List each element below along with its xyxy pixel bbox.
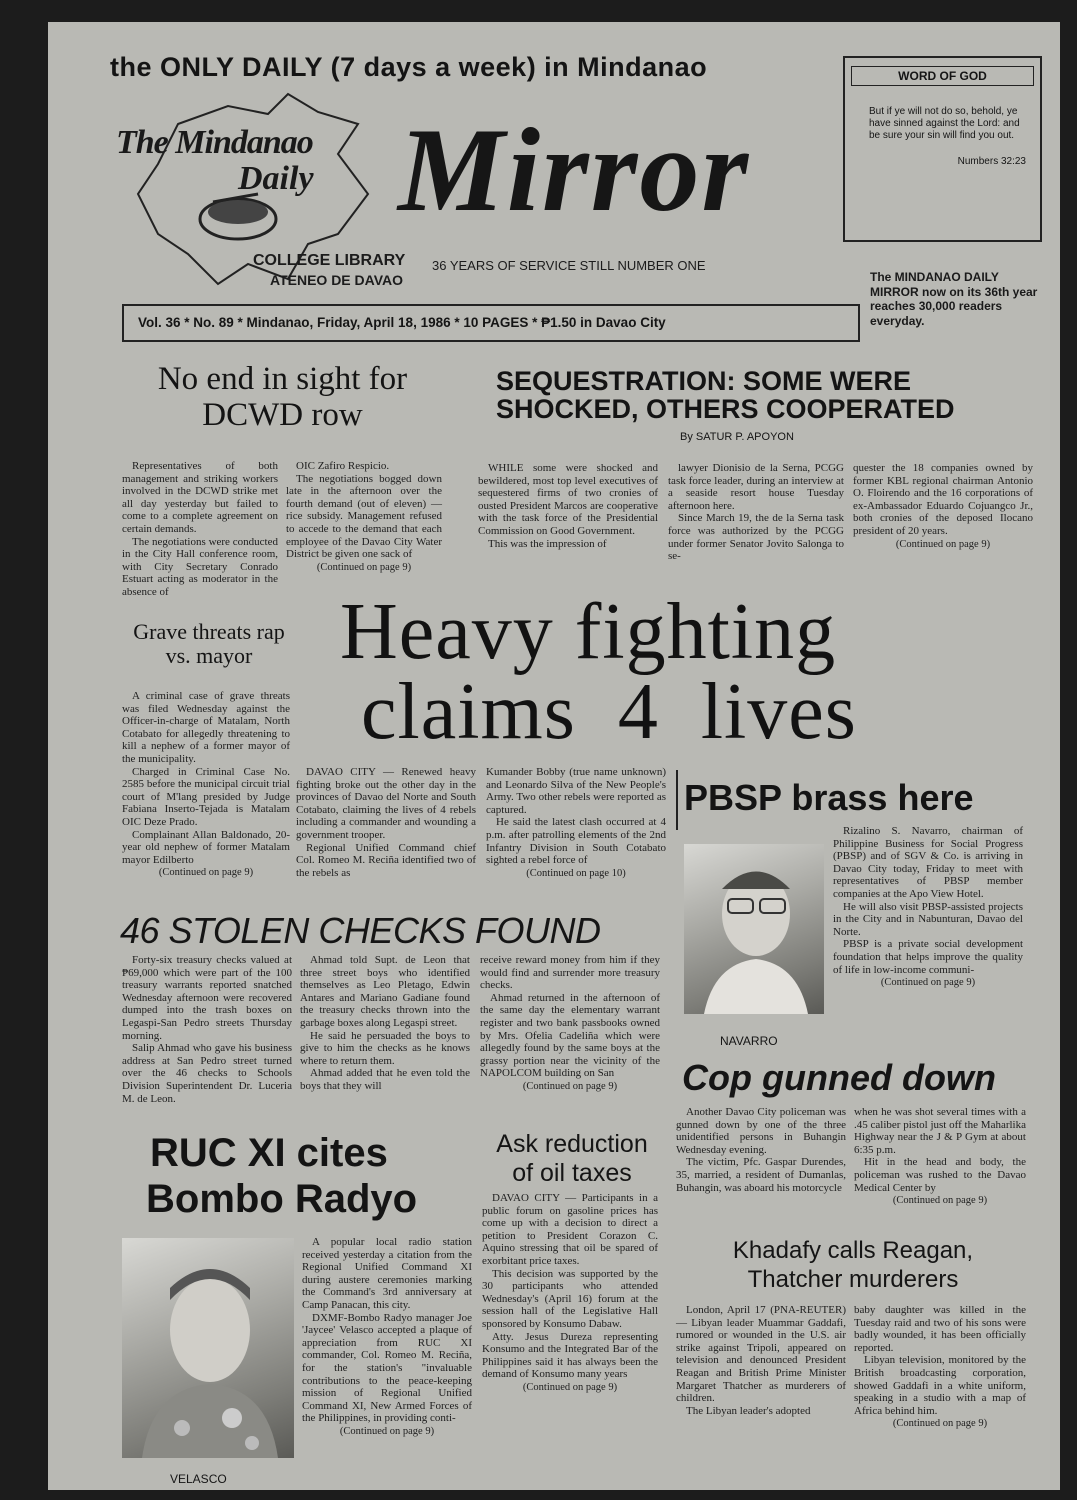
fighting-para-2: Regional Unified Command chief Col. Romeo M. Reciña identified two of the rebels as [296, 841, 476, 879]
oil-para-3: Atty. Jesus Dureza representing Konsumo and the Integrated Bar of the Philippines said it has always been the demand of Konsumo many years [482, 1330, 658, 1381]
checks-col-2 [300, 954, 470, 1093]
threats-headline: Grave threats rap vs. mayor [133, 619, 285, 668]
fighting-col-1 [296, 766, 476, 879]
khadafy-col-2 [854, 1304, 1026, 1431]
dcwd-para-1: Representatives of both management and striking workers involved in the DCWD strike met all day yesterday but failed to come to a complete agreement on certain demands. [122, 460, 278, 535]
pbsp-rule [676, 770, 678, 830]
ruc-text [302, 1236, 472, 1439]
sequestration-byline: By SATUR P. APOYON [680, 431, 794, 443]
khadafy-para-1: London, April 17 (PNA-REUTER) — Libyan leader Muammar Gaddafi, rumored or wounded in the U.S. air strike against Tripoli, appeared on television and denounced President Reagan and British Prime Minister Margaret Thatcher as murderers of children. [676, 1304, 846, 1405]
velasco-portrait [122, 1238, 294, 1458]
oil-headline-line-1: Ask reduction [496, 1130, 648, 1158]
issue-line: Vol. 36 * No. 89 * Mindanao, Friday, April 18, 1986 * 10 PAGES * ₱1.50 in Davao City [138, 315, 666, 330]
sequestration-para-3: lawyer Dionisio de la Serna, PCGG task force leader, during an interview at a seaside resort house Tuesday afternoon here. [668, 462, 844, 512]
sequestration-continued: (Continued on page 9) [895, 538, 991, 550]
cop-headline: Cop gunned down [682, 1057, 996, 1098]
dcwd-col-1 [122, 460, 278, 599]
oil-para-1: DAVAO CITY — Participants in a public forum on gasoline prices has come up with a decision to direct a petition to President Corazon C. Aquino stressing that oil be spared of exorbitant price taxes. [482, 1192, 658, 1267]
threats-continued: (Continued on page 9) [158, 867, 254, 879]
checks-para-4: He said he persuaded the boys to give to him the checks as he knows where to return them. [300, 1029, 470, 1067]
velasco-caption: VELASCO [170, 1472, 227, 1486]
dcwd-para-3: OIC Zafiro Respicio. [296, 460, 390, 472]
khadafy-headline-line-2: Thatcher murderers [747, 1266, 959, 1293]
dcwd-para-4: The negotiations bogged down late in the afternoon over the fourth demand (out of eleven) — rice subsidy. Management refused to accede to the demand that each employee of the Davao City Water District be given one sack of [286, 472, 442, 561]
checks-para-6: receive reward money from him if they would find and surrender more treasury checks. [480, 954, 660, 992]
checks-para-3: Ahmad told Supt. de Leon that three street boys who identified themselves as Leo Pletago, Edwin Antares and Mariano Gadiane found the treasury checks thrown into the garbage boxes along Legaspi street. [300, 954, 470, 1029]
fighting-continued: (Continued on page 10) [526, 867, 626, 879]
sequestration-para-1: WHILE some were shocked and bewildered, most top level executives of sequestered firms of two cronies of ousted President Marcos are cooperative with the task force of the Presidential Commission on Good Government. [478, 462, 658, 537]
dcwd-col-2 [286, 460, 442, 574]
cop-continued: (Continued on page 9) [892, 1195, 988, 1207]
ruc-para-1: A popular local radio station received yesterday a citation from the Regional Unified Command XI during austere ceremonies marking the Command's 3rd anniversary at Camp Panacan, this city. [302, 1236, 472, 1311]
checks-para-2: Salip Ahmad who gave his business address at San Pedro street turned over the 46 checks to Schools Division Superintendent Dr. Luceria M. de Leon. [122, 1042, 292, 1105]
word-of-god-verse: But if ye will not do so, behold, ye have sinned against the Lord: and be sure your sin will find you out. [869, 106, 1020, 141]
khadafy-headline-line-1: Khadafy calls Reagan, [732, 1237, 974, 1264]
oil-continued: (Continued on page 9) [522, 1381, 618, 1393]
checks-headline: 46 STOLEN CHECKS FOUND [120, 910, 601, 951]
dcwd-headline: No end in sight for DCWD row [157, 361, 408, 433]
ruc-para-2: DXMF-Bombo Radyo manager Joe 'Jaycee' Velasco accepted a plaque of appreciation from RUC XI commander, Col. Romeo M. Reciña, for the station's "invaluable contributions to the peace-keeping mission of Regional Unified Command XI, New Armed Forces of the Philippines, in providing conti- [302, 1311, 472, 1425]
ruc-headline [146, 1130, 417, 1222]
tagline: the ONLY DAILY (7 days a week) in Mindanao [110, 52, 708, 82]
masthead-title: Mirror [398, 103, 751, 236]
oil-para-2: This decision was supported by the 30 participants who attended Wednesday's (April 16) forum at the session hall of the Legislative Hall sponsored by Konsumo Dabaw. [482, 1267, 658, 1330]
sequestration-col-3 [853, 462, 1033, 551]
pbsp-text [833, 825, 1023, 990]
threats-para-3: Complainant Allan Baldonado, 20-year old nephew of former Matalam mayor Edilberto [122, 828, 290, 866]
sequestration-para-4: Since March 19, the de la Serna task force was authorized by the PCGG under former Senator Jovito Salonga to se- [668, 512, 844, 563]
library-stamp-line-2: ATENEO DE DAVAO [270, 272, 404, 288]
sequestration-headline [496, 367, 1036, 423]
khadafy-para-4: Libyan television, monitored by the British broadcasting corporation, showed Gaddafi in a white uniform, speaking in a studio with a map of Africa behind him. [854, 1354, 1026, 1417]
threats-para-2: Charged in Criminal Case No. 2585 before the municipal circuit trial court of M'lang presided by Judge Fabiana Inserto-Tejada is Matalam OIC Deze Prado. [122, 765, 290, 828]
cop-para-2: The victim, Pfc. Gaspar Durendes, 35, married, a resident of Dumanlas, Buhangin, was aboard his motorcycle [676, 1156, 846, 1194]
sequestration-col-2 [668, 462, 844, 563]
khadafy-col-1 [676, 1304, 846, 1417]
khadafy-headline [688, 1236, 1018, 1294]
fighting-para-1: DAVAO CITY — Renewed heavy fighting broke out the other day in the provinces of Davao del Norte and South Cotabato, claiming the lives of 4 rebels including a commander and wounding a government trooper. [296, 766, 476, 841]
fighting-headline-line-1: Heavy fighting [340, 588, 837, 676]
fighting-col-2 [486, 766, 666, 880]
sequestration-col-1 [478, 462, 658, 550]
threats-para-1: A criminal case of grave threats was filed Wednesday against the Officer-in-charge of Matalam, North Cotabato for allegedly threatening to kill a nephew of a former mayor of the municipality. [122, 690, 290, 765]
pbsp-para-3: PBSP is a private social development foundation that helps improve the quality of life in low-income communi- [833, 938, 1023, 976]
fighting-para-4: He said the latest clash occurred at 4 p.m. after patrolling elements of the 2nd Infantry Division in South Cotabato sighted a rebel force of [486, 816, 666, 867]
cop-col-1 [676, 1106, 846, 1194]
sequestration-headline-line-2: SHOCKED, OTHERS COOPERATED [496, 394, 955, 424]
sequestration-para-2: This was the impression of [488, 537, 607, 550]
cop-para-4: Hit in the head and body, the policeman was rushed to the Davao Medical Center by [854, 1156, 1026, 1194]
checks-continued: (Continued on page 9) [522, 1080, 618, 1092]
library-stamp-line-1: COLLEGE LIBRARY [253, 252, 406, 269]
checks-para-1: Forty-six treasury checks valued at ₱69,000 which were part of the 100 treasury warrants reported snatched Wednesday afternoon were recovered dumped into the trash boxes on Legaspi-San Pedro streets Thursday morning. [122, 954, 292, 1042]
khadafy-continued: (Continued on page 9) [892, 1418, 988, 1430]
khadafy-para-2: The Libyan leader's adopted [686, 1404, 811, 1417]
checks-para-7: Ahmad returned in the afternoon of the same day the elementary warrant register and two bank passbooks owned by Mrs. Ofelia Cadeliña which were allegedly found by the same boys at the grassy portion near the vicinity of the NAPOLCOM building on San [480, 991, 660, 1080]
dcwd-para-2: The negotiations were conducted in the City Hall conference room, with City Secretary Conrado Estuart acting as moderator in the absence of [122, 535, 278, 598]
oil-headline-line-2: of oil taxes [512, 1159, 632, 1187]
threats-text [122, 690, 290, 880]
word-of-god-reference: Numbers 32:23 [957, 156, 1026, 167]
velasco-photo [122, 1238, 294, 1458]
fighting-headline-line-2: claims 4 lives [361, 668, 857, 756]
readers-note: The MINDANAO DAILY MIRROR now on its 36th year reaches 30,000 readers everyday. [870, 270, 1038, 328]
pbsp-para-2: He will also visit PBSP-assisted projects in the City and in Nabunturan, Davao del Norte. [833, 900, 1023, 938]
pbsp-para-1: Rizalino S. Navarro, chairman of Philippine Business for Social Progress (PBSP) and of SGV & Co. is arriving in Davao City today, Friday to meet with representatives of PBSP member companies at the Apo View Hotel. [833, 825, 1023, 900]
khadafy-para-3: baby daughter was killed in the Tuesday raid and two of his sons were badly wounded, it has been officially reported. [854, 1304, 1026, 1354]
cop-col-2 [854, 1106, 1026, 1208]
sequestration-headline-line-1: SEQUESTRATION: SOME WERE [496, 366, 912, 396]
ruc-headline-line-2: Bombo Radyo [146, 1177, 418, 1221]
dcwd-continued: (Continued on page 9) [316, 561, 412, 573]
checks-para-5: Ahmad added that he even told the boys that they will [300, 1067, 470, 1092]
checks-col-1 [122, 954, 292, 1105]
logo-text-daily: Daily [238, 160, 314, 197]
navarro-caption: NAVARRO [720, 1034, 778, 1048]
oil-text [482, 1192, 658, 1395]
logo-text-the-mindanao: The Mindanao [116, 124, 313, 161]
cop-para-3: when he was shot several times with a .45 caliber pistol just off the Maharlika Highway near the J & P Gym at about 6:35 p.m. [854, 1106, 1026, 1156]
sequestration-para-5: quester the 18 companies owned by former KBL regional chairman Antonio O. Floirendo and the 16 corporations of ex-Ambassador Eduardo Cojuangco Jr., both cronies of the deposed Ilocano president of 20 years. [853, 462, 1033, 537]
ruc-headline-line-1: RUC XI cites [150, 1131, 388, 1175]
word-of-god-title: WORD OF GOD [851, 66, 1034, 86]
word-of-god-box [843, 56, 1042, 242]
issue-bar [122, 304, 860, 342]
cop-para-1: Another Davao City policeman was gunned down by one of the three unidentified persons in Buhangin Wednesday evening. [676, 1106, 846, 1156]
checks-col-3 [480, 954, 660, 1094]
navarro-photo [684, 844, 824, 1014]
navarro-portrait [684, 844, 824, 1014]
ruc-continued: (Continued on page 9) [339, 1425, 435, 1437]
oil-headline [482, 1130, 662, 1188]
newspaper-page [48, 22, 1060, 1490]
pbsp-headline: PBSP brass here [684, 777, 974, 818]
service-line: 36 YEARS OF SERVICE STILL NUMBER ONE [432, 258, 706, 273]
fighting-para-3: Kumander Bobby (true name unknown) and Leonardo Silva of the New People's Army. Two other rebels were reported as captured. [486, 766, 666, 816]
pbsp-continued: (Continued on page 9) [880, 977, 976, 989]
